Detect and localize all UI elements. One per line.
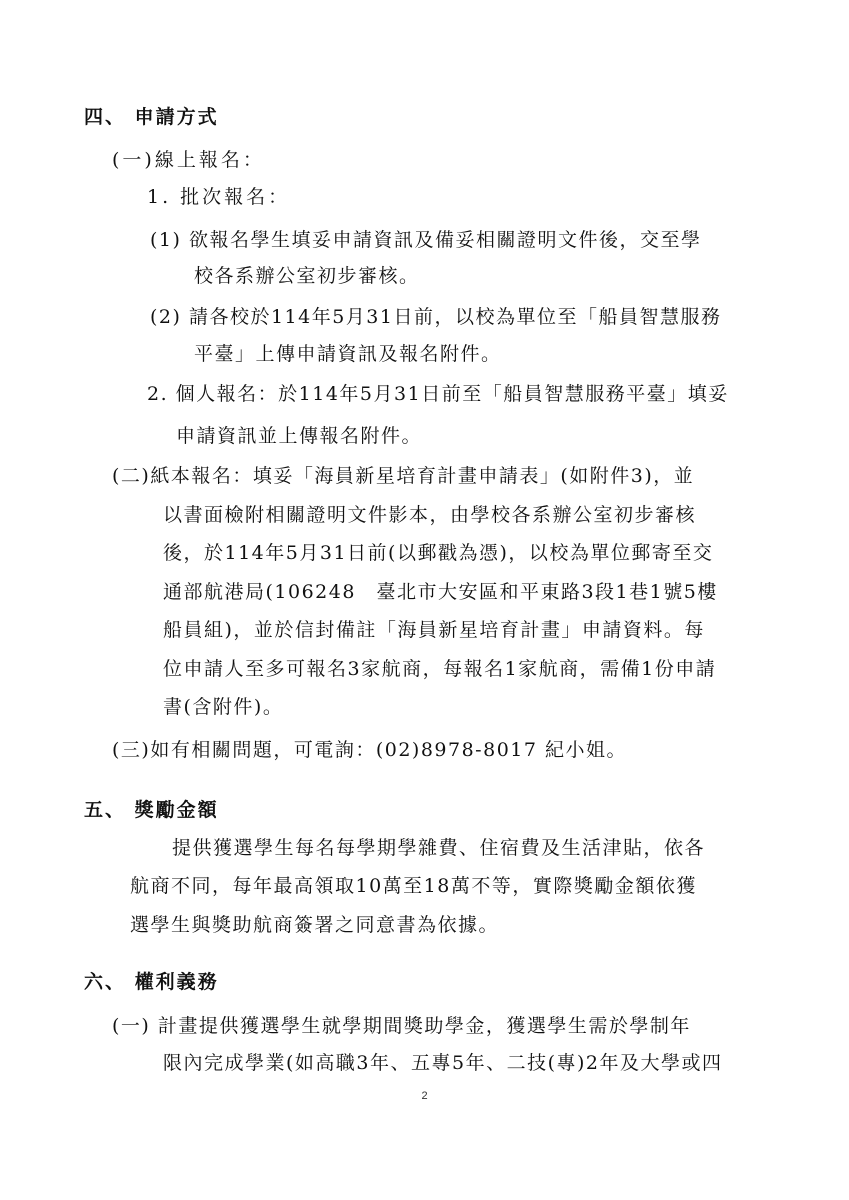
section-heading-rights-obligations: 六、 權利義務 bbox=[84, 971, 219, 993]
paper-registration-line-4: 通部航港局(106248 臺北市大安區和平東路3段1巷1號5樓 bbox=[163, 581, 718, 603]
item-batch-registration: 1. 批次報名： bbox=[147, 186, 291, 208]
individual-registration-line-1: 2. 個人報名：於114年5月31日前至「船員智慧服務平臺」填妥 bbox=[147, 383, 729, 405]
batch-step-2-line-2: 平臺」上傳申請資訊及報名附件。 bbox=[194, 343, 502, 365]
contact-info-line: (三)如有相關問題，可電詢：(02)8978-8017 紀小姐。 bbox=[112, 739, 627, 761]
paper-registration-line-2: 以書面檢附相關證明文件影本，由學校各系辦公室初步審核 bbox=[163, 504, 697, 526]
paper-registration-line-3: 後，於114年5月31日前(以郵戳為憑)，以校為單位郵寄至交 bbox=[163, 542, 714, 564]
reward-paragraph-line-2: 航商不同，每年最高領取10萬至18萬不等，實際獎勵金額依獲 bbox=[130, 875, 697, 897]
reward-paragraph-line-1: 提供獲選學生每名每學期學雜費、住宿費及生活津貼，依各 bbox=[172, 837, 706, 859]
batch-step-1-line-1: (1) 欲報名學生填妥申請資訊及備妥相關證明文件後，交至學 bbox=[150, 229, 702, 251]
section-heading-reward-amount: 五、 獎勵金額 bbox=[84, 799, 219, 821]
paper-registration-line-5: 船員組)，並於信封備註「海員新星培育計畫」申請資料。每 bbox=[163, 619, 705, 641]
rights-paragraph-line-1: (一) 計畫提供獲選學生就學期間獎助學金，獲選學生需於學制年 bbox=[112, 1015, 691, 1037]
individual-registration-line-2: 申請資訊並上傳報名附件。 bbox=[176, 425, 423, 447]
section-heading-application-method: 四、 申請方式 bbox=[84, 106, 219, 128]
batch-step-1-line-2: 校各系辦公室初步審核。 bbox=[194, 265, 420, 287]
page-number: 2 bbox=[421, 1090, 428, 1102]
paper-registration-line-7: 書(含附件)。 bbox=[163, 696, 284, 718]
subsection-online-registration: (一)線上報名： bbox=[112, 149, 265, 171]
paper-registration-line-1: (二)紙本報名：填妥「海員新星培育計畫申請表」(如附件3)，並 bbox=[112, 465, 695, 487]
batch-step-2-line-1: (2) 請各校於114年5月31日前，以校為單位至「船員智慧服務 bbox=[150, 306, 722, 328]
paper-registration-line-6: 位申請人至多可報名3家航商，每報名1家航商，需備1份申請 bbox=[163, 658, 717, 680]
rights-paragraph-line-2: 限內完成學業(如高職3年、五專5年、二技(專)2年及大學或四 bbox=[163, 1052, 723, 1074]
reward-paragraph-line-3: 選學生與獎助航商簽署之同意書為依據。 bbox=[130, 914, 500, 936]
